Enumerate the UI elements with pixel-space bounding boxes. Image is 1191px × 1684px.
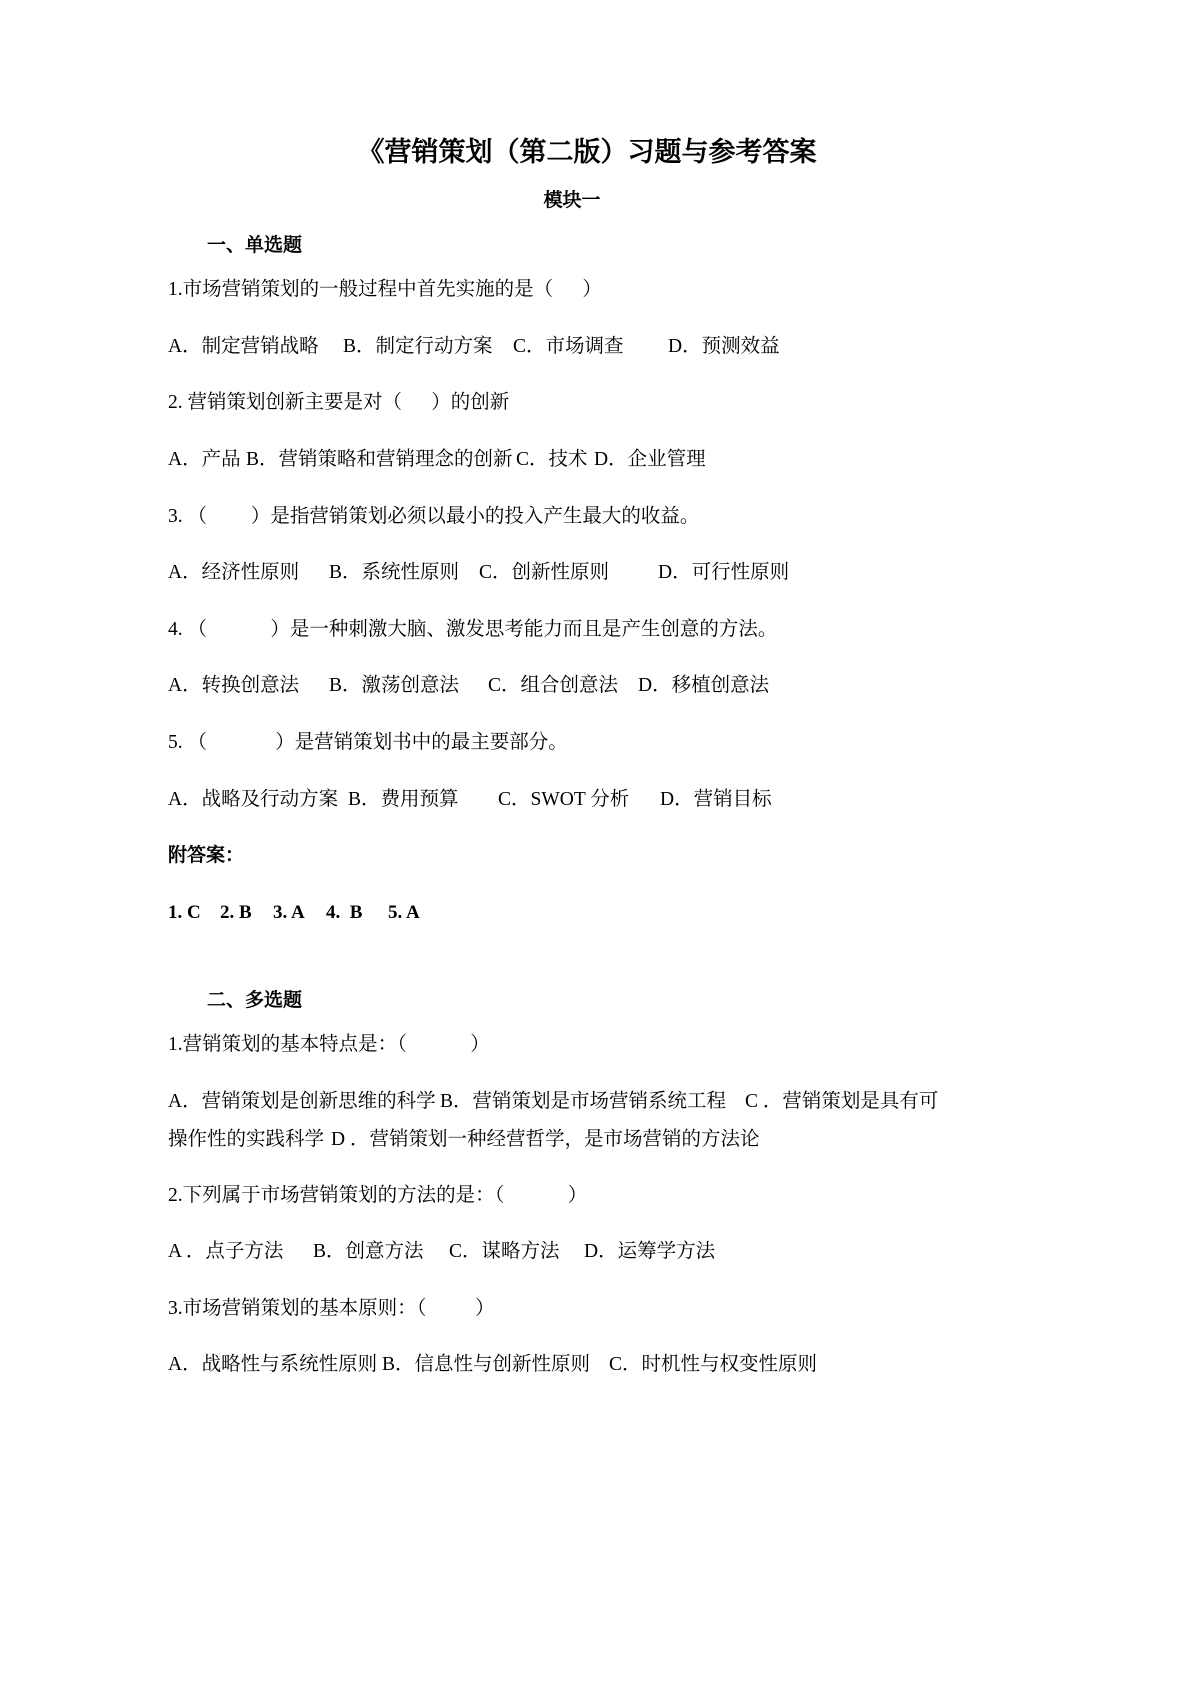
option: D．可行性原则 [658, 562, 790, 583]
option: A．营销策划是创新思维的科学 [168, 1091, 436, 1112]
option: B．系统性原则 [329, 562, 460, 583]
question-stem: 2.下列属于市场营销策划的方法的是：（ ） [168, 1185, 588, 1206]
answer-item: 4. B [326, 902, 363, 923]
section-heading-multiple-choice: 二、多选题 [207, 990, 303, 1011]
option: D．运筹学方法 [584, 1241, 716, 1262]
answer-item: 1. C [168, 902, 201, 923]
answer-item: 3. A [273, 902, 305, 923]
option: D ．营销策划一种经营哲学，是市场营销的方法论 [331, 1129, 760, 1150]
option: B．费用预算 [348, 789, 459, 810]
option: B．信息性与创新性原则 [382, 1354, 591, 1375]
option: C ．营销策划是具有可 [745, 1091, 939, 1112]
option: D．移植创意法 [638, 675, 770, 696]
option: C．组合创意法 [488, 675, 619, 696]
option: C．市场调查 [513, 336, 624, 357]
option: B．制定行动方案 [343, 336, 493, 357]
document-title: 《营销策划（第二版）习题与参考答案 [357, 137, 817, 167]
option: C．创新性原则 [479, 562, 610, 583]
option: A．产品 [168, 449, 241, 470]
option: A．经济性原则 [168, 562, 300, 583]
option: D．营销目标 [660, 789, 772, 810]
module-heading: 模块一 [543, 190, 601, 211]
question-stem: 2. 营销策划创新主要是对（ ）的创新 [168, 392, 510, 413]
question-stem: 4. （ ）是一种刺激大脑、激发思考能力而且是产生创意的方法。 [168, 619, 778, 640]
option: A．转换创意法 [168, 675, 300, 696]
option: A．战略性与系统性原则 [168, 1354, 378, 1375]
question-stem: 1.营销策划的基本特点是：（ ） [168, 1034, 490, 1055]
option: B．营销策略和营销理念的创新 [246, 449, 513, 470]
option: B．营销策划是市场营销系统工程 [440, 1091, 727, 1112]
answer-item: 5. A [388, 902, 420, 923]
option: C．SWOT 分析 [498, 789, 630, 810]
option-continuation: 操作性的实践科学 [168, 1129, 325, 1150]
question-stem: 5. （ ）是营销策划书中的最主要部分。 [168, 732, 568, 753]
option: A．战略及行动方案 [168, 789, 339, 810]
option: A．制定营销战略 [168, 336, 319, 357]
option: C．时机性与权变性原则 [609, 1354, 818, 1375]
question-stem: 3. （ ）是指营销策划必须以最小的投入产生最大的收益。 [168, 506, 700, 527]
option: D．预测效益 [668, 336, 780, 357]
option: A ．点子方法 [168, 1241, 284, 1262]
section-heading-single-choice: 一、单选题 [207, 235, 303, 256]
question-stem: 1.市场营销策划的一般过程中首先实施的是（ ） [168, 279, 602, 300]
question-stem: 3.市场营销策划的基本原则：（ ） [168, 1298, 495, 1319]
option: C．技术 [516, 449, 588, 470]
option: B．激荡创意法 [329, 675, 460, 696]
option: D．企业管理 [594, 449, 706, 470]
option: C．谋略方法 [449, 1241, 560, 1262]
answer-item: 2. B [220, 902, 252, 923]
answer-label: 附答案： [168, 845, 245, 866]
option: B．创意方法 [313, 1241, 424, 1262]
